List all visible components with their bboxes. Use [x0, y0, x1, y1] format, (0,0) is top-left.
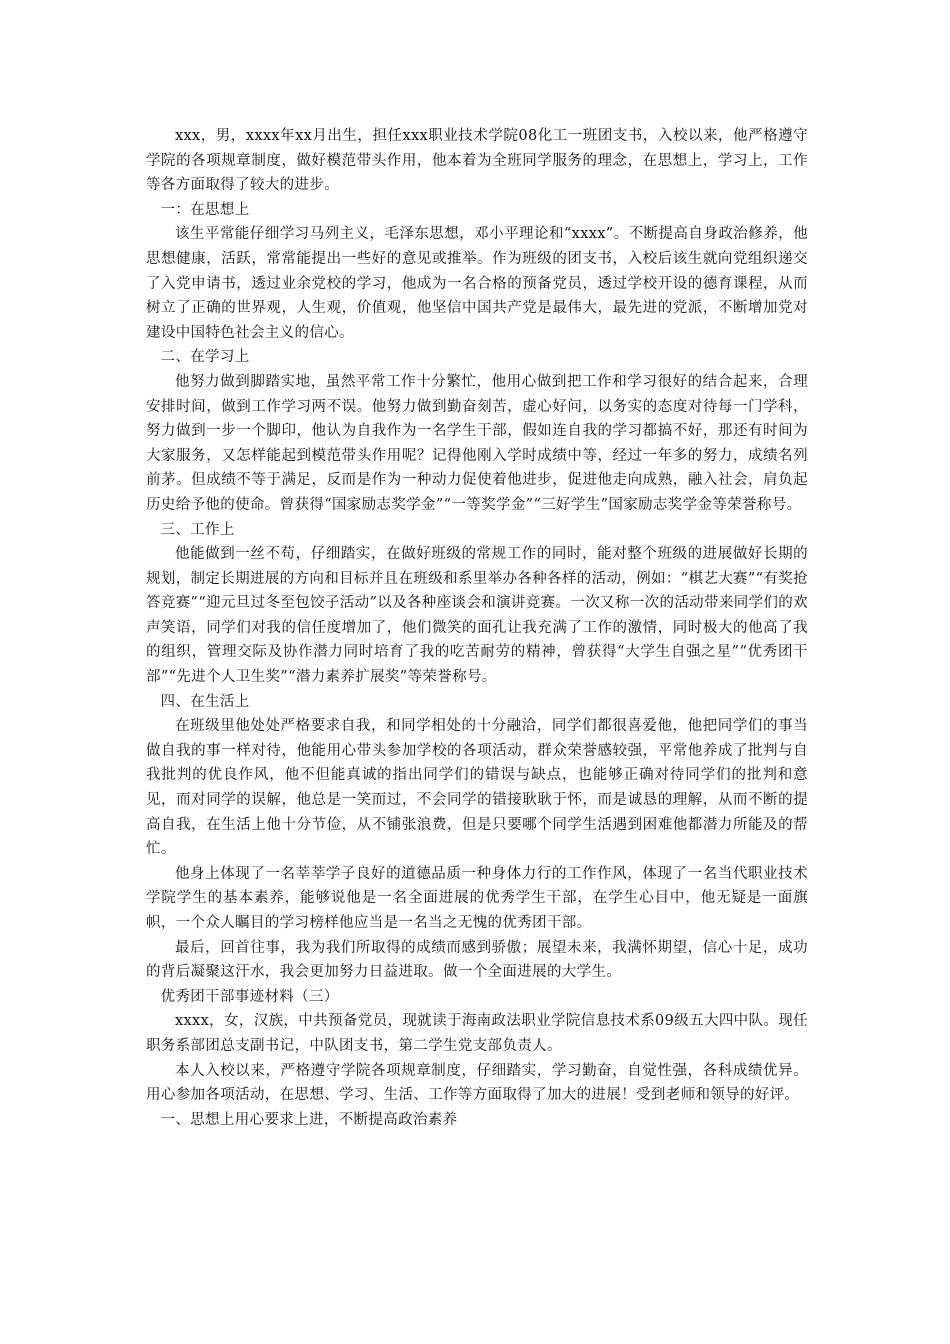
section-heading-part-three: 优秀团干部事迹材料（三） — [160, 988, 339, 1005]
life-paragraph: 在班级里他处处严格要求自我，和同学相处的十分融洽，同学们都很喜爱他，他把同学们的事当做自我的事一样对待，他能用心带头参加学校的各项活动，群众荣誉感较强，平常他养成了批判与自我批判的优良作风，他不但能真诚的指出同学们的错误与缺点，也能够正确对待同学们的批判和意见，而对同学的误解，他总是一笑而过，不会同学的错接耿耿于怀，而是诚恳的理解，从而不断的提高自我，在生活上他十分节俭，从不铺张浪费，但是只要哪个同学生活遇到困难他都潜力所能及的帮忙。 — [146, 718, 808, 858]
document-body — [146, 124, 808, 1132]
section-heading-life: 四、在生活上 — [160, 693, 250, 710]
thought-paragraph: 该生平常能仔细学习马列主义，毛泽东思想，邓小平理论和“xxxx”。不断提高自身政治修养，他思想健康，活跃，常常能提出一些好的意见或推举。作为班级的团支书，入校后该生就向党组织递交了入党申请书，透过业余党校的学习，他成为一名合格的预备党员，透过学校开设的德育课程，从而树立了正确的世界观，人生观，价值观，他坚信中国共产党是最伟大，最先进的党派，不断增加党对建设中国特色社会主义的信心。 — [146, 226, 808, 341]
section-heading-politics: 一、思想上用心要求上进，不断提高政治素养 — [160, 1111, 458, 1128]
study-paragraph: 他努力做到脚踏实地，虽然平常工作十分繁忙，他用心做到把工作和学习很好的结合起来，合理安排时间，做到工作学习两不误。他努力做到勤奋刻苦，虚心好问，以务实的态度对待每一门学科，努力做到一步一个脚印，他认为自我作为一名学生干部，假如连自我的学习都搞不好，那还有时间为大家服务，又怎样能起到模范带头作用呢？记得他刚入学时成绩中等，经过一年多的努力，成绩名列前茅。但成绩不等于满足，反而是作为一种动力促使着他进步，促进他走向成熟，融入社会，肩负起历史给予他的使命。曾获得“国家励志奖学金”“一等奖学金”“三好学生”国家励志奖学金等荣誉称号。 — [146, 373, 808, 513]
summary-paragraph: 他身上体现了一名莘莘学子良好的道德品质一种身体力行的工作作风，体现了一名当代职业技术学院学生的基本素养，能够说他是一名全面进展的优秀学生干部，在学生心目中，他无疑是一面旗帜，一个众人瞩目的学习榜样他应当是一名当之无愧的优秀团干部。 — [146, 865, 808, 931]
section-heading-study: 二、在学习上 — [160, 349, 250, 366]
profile-paragraph: xxxx，女，汉族，中共预备党员，现就读于海南政法职业学院信息技术系09级五大四中队。现任职务系部团总支副书记，中队团支书，第二学生党支部负责人。 — [146, 1013, 808, 1054]
section-heading-work: 三、工作上 — [160, 521, 235, 538]
closing-paragraph: 最后，回首往事，我为我们所取得的成绩而感到骄傲；展望未来，我满怀期望，信心十足，成功的背后凝聚这汗水，我会更加努力日益进取。做一个全面进展的大学生。 — [146, 939, 808, 981]
section-heading-thought: 一：在思想上 — [160, 201, 250, 218]
work-paragraph: 他能做到一丝不苟，仔细踏实，在做好班级的常规工作的同时，能对整个班级的进展做好长期的规划，制定长期进展的方向和目标并且在班级和系里举办各种各样的活动，例如：“棋艺大赛”“有奖抢答竞赛”“迎元旦过冬至包饺子活动”以及各种座谈会和演讲竞赛。一次又称一次的活动带来同学们的欢声笑语，同学们对我的信任度增加了，他们微笑的面孔让我充满了工作的激情，同时极大的他高了我的组织，管理交际及协作潜力同时培育了我的吃苦耐劳的精神，曾获得“大学生自强之星”“优秀团干部”“先进个人卫生奖”“潜力素养扩展奖”等荣誉称号。 — [146, 546, 808, 686]
self-intro-paragraph: 本人入校以来，严格遵守学院各项规章制度，仔细踏实，学习勤奋，自觉性强，各科成绩优异。用心参加各项活动，在思想、学习、生活、工作等方面取得了加大的进展！受到老师和领导的好评。 — [146, 1062, 808, 1104]
intro-paragraph: xxx，男，xxxx年xx月出生，担任xxx职业技术学院08化工一班团支书，入校以来，他严格遵守学院的各项规章制度，做好模范带头作用，他本着为全班同学服务的理念，在思想上，学习上，工作等各方面取得了较大的进步。 — [146, 128, 808, 194]
